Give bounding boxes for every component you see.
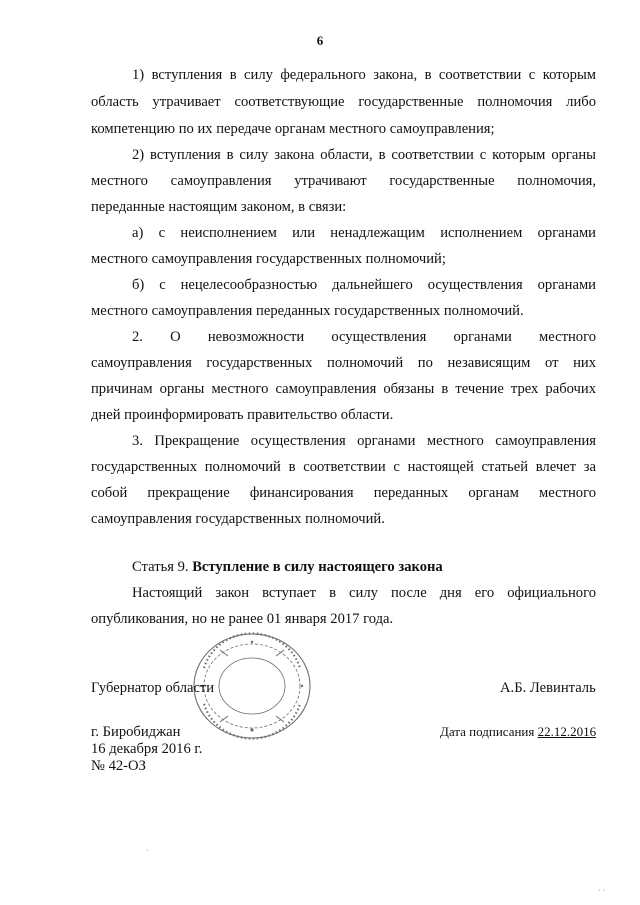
body-line: область утрачивает соответствующие государственные полномочия либо <box>91 94 596 110</box>
body-line: 2. О невозможности осуществления органами местного <box>132 329 596 345</box>
law-date: 16 декабря 2016 г. <box>91 741 203 757</box>
page-number: 6 <box>316 33 324 48</box>
body-line: дней проинформировать правительство области. <box>91 407 394 423</box>
body-line: самоуправления государственных полномочий. <box>91 511 385 527</box>
signing-date-value: 22.12.2016 <box>537 724 597 739</box>
scan-mark: · <box>146 846 149 855</box>
body-line: местного самоуправления переданных государственных полномочий. <box>91 303 524 319</box>
body-line: а) с неисполнением или ненадлежащим исполнением органами <box>132 225 596 241</box>
body-line: переданные настоящим законом, в связи: <box>91 199 347 215</box>
body-line: собой прекращение финансирования переданных органам местного <box>91 485 596 501</box>
body-line: местного самоуправления утрачивают государственные полномочия, <box>91 173 596 189</box>
city: г. Биробиджан <box>91 724 181 740</box>
governor-name: А.Б. Левинталь <box>500 680 596 696</box>
article-title: Вступление в силу настоящего закона <box>192 559 443 575</box>
body-line: 2) вступления в силу закона области, в соответствии с которым органы <box>132 147 596 163</box>
law-number: № 42-ОЗ <box>91 758 146 774</box>
signing-date-block <box>440 724 596 740</box>
scan-mark: · · <box>598 886 606 895</box>
article-line: опубликования, но не ранее 01 января 2017 года. <box>91 611 394 627</box>
article-line: Настоящий закон вступает в силу после дня его официального <box>132 585 596 601</box>
body-line: б) с нецелесообразностью дальнейшего осуществления органами <box>132 277 596 293</box>
body-line: местного самоуправления государственных полномочий; <box>91 251 446 267</box>
article-heading <box>132 558 596 576</box>
body-line: 3. Прекращение осуществления органами местного самоуправления <box>132 433 596 449</box>
body-line: самоуправления государственных полномочий по независящим от них <box>91 355 596 371</box>
governor-title: Губернатор области <box>91 680 215 696</box>
article-prefix: Статья 9. <box>132 559 189 575</box>
body-line: причинам органы местного самоуправления обязаны в течение трех рабочих <box>91 381 596 397</box>
body-line: 1) вступления в силу федерального закона, в соответствии с которым <box>132 67 596 83</box>
body-line: государственных полномочий в соответствии с настоящей статьей влечет за <box>91 459 596 475</box>
signing-date-label: Дата подписания <box>440 724 535 739</box>
body-line: компетенцию по их передаче органам местного самоуправления; <box>91 121 495 137</box>
